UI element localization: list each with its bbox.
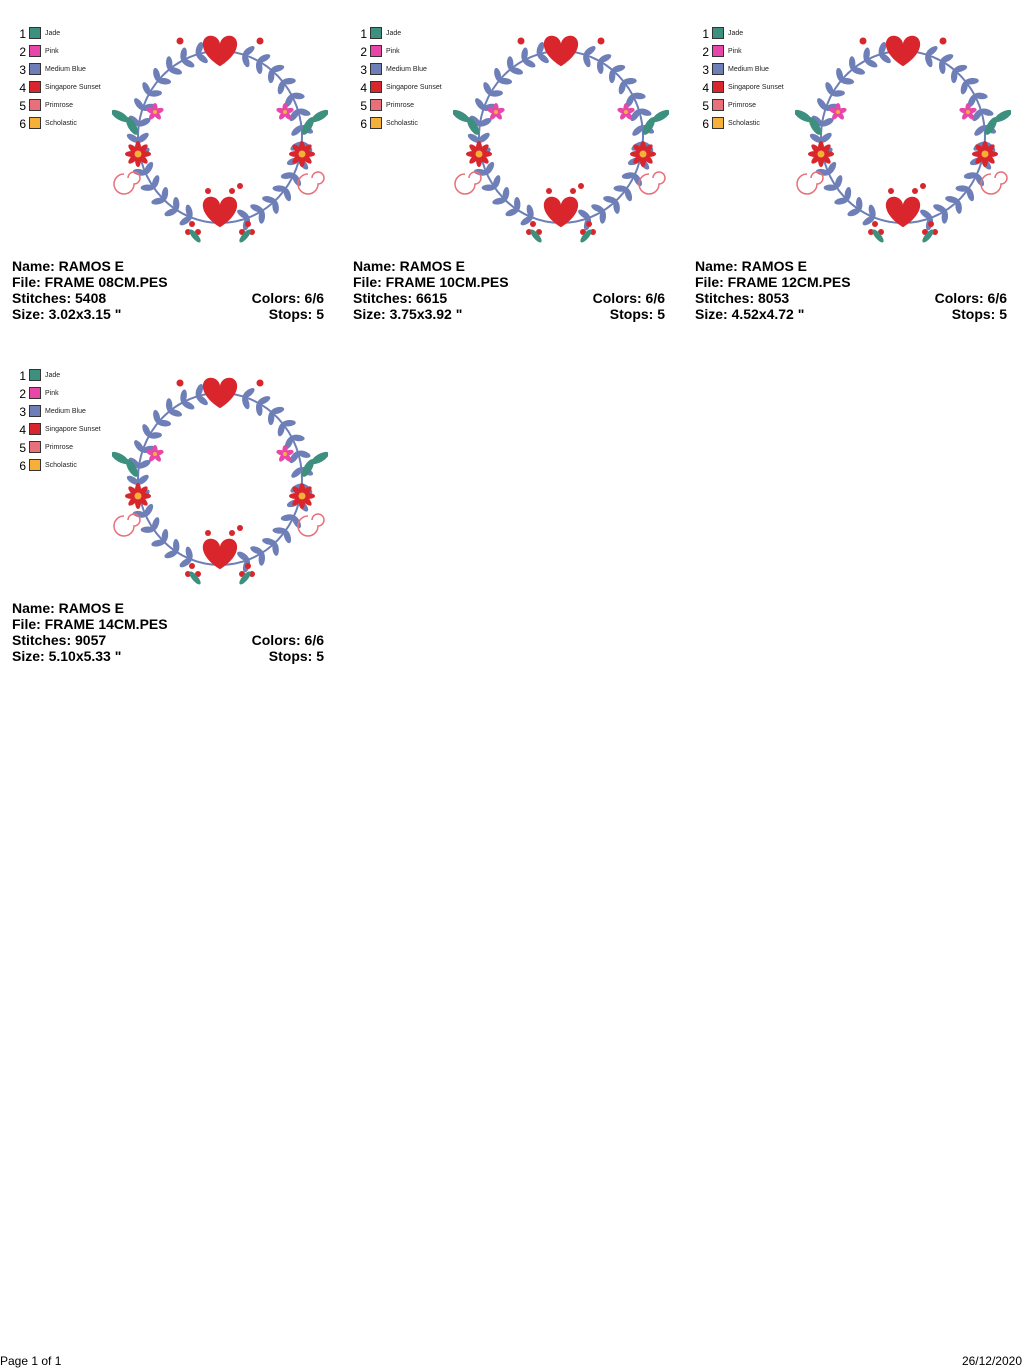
legend-row <box>699 98 809 114</box>
color-swatch <box>712 27 724 39</box>
red-flower <box>289 483 315 509</box>
star-accent <box>257 38 264 45</box>
thread-name: Jade <box>386 30 402 37</box>
legend-row <box>16 116 126 132</box>
color-count: Colors: 6/6 <box>934 290 1007 306</box>
wreath-branches <box>808 41 997 231</box>
red-flower <box>808 141 834 167</box>
color-swatch <box>29 441 41 453</box>
legend-row <box>16 458 126 474</box>
legend-number: 3 <box>19 63 26 77</box>
legend-number: 6 <box>702 117 709 131</box>
berry <box>888 188 894 194</box>
legend-number: 2 <box>19 45 26 59</box>
thread-name: Scholastic <box>386 120 418 127</box>
legend-number: 1 <box>702 27 709 41</box>
color-swatch <box>29 423 41 435</box>
berry <box>912 188 918 194</box>
legend-number: 6 <box>360 117 367 131</box>
thread-name: Medium Blue <box>728 66 769 73</box>
color-count: Colors: 6/6 <box>592 290 665 306</box>
berry <box>245 221 251 227</box>
legend-row <box>16 98 126 114</box>
thread-name: Pink <box>386 48 400 55</box>
file-name: File: FRAME 08CM.PES <box>12 274 168 290</box>
legend-row <box>16 386 126 402</box>
color-swatch <box>370 63 382 75</box>
swirl <box>797 172 823 194</box>
stop-count: Stops: 5 <box>268 306 324 322</box>
star-accent <box>257 380 264 387</box>
color-swatch <box>712 117 724 129</box>
legend-row <box>699 80 809 96</box>
page-number: Page 1 of 1 <box>0 1354 62 1368</box>
design-info <box>12 258 324 322</box>
legend-row <box>16 440 126 456</box>
legend-number: 5 <box>19 441 26 455</box>
design-size: Size: 5.10x5.33 " <box>12 648 122 664</box>
thread-name: Medium Blue <box>386 66 427 73</box>
swirl <box>114 172 140 194</box>
design-card <box>353 26 673 356</box>
thread-name: Scholastic <box>45 120 77 127</box>
berry <box>872 221 878 227</box>
legend-row <box>16 404 126 420</box>
legend-row <box>357 44 467 60</box>
legend-number: 5 <box>360 99 367 113</box>
berry <box>205 530 211 536</box>
stitch-count: Stitches: 6615 <box>353 290 448 306</box>
design-card <box>695 26 1015 356</box>
thread-name: Primrose <box>45 444 74 451</box>
legend-number: 4 <box>19 81 26 95</box>
berry <box>578 183 584 189</box>
legend-row <box>16 62 126 78</box>
berry <box>920 183 926 189</box>
info-line <box>695 258 1007 274</box>
file-name: File: FRAME 14CM.PES <box>12 616 168 632</box>
heart-top <box>886 36 920 67</box>
swirl <box>298 172 324 194</box>
legend-row <box>699 26 809 42</box>
color-swatch <box>712 45 724 57</box>
legend-row <box>357 80 467 96</box>
legend-row <box>357 98 467 114</box>
star-accent <box>177 38 184 45</box>
legend-number: 1 <box>19 369 26 383</box>
info-line <box>353 274 665 290</box>
stitch-count: Stitches: 9057 <box>12 632 107 648</box>
info-line <box>353 258 665 274</box>
info-line <box>12 632 324 648</box>
legend-row <box>16 44 126 60</box>
star-accent <box>940 38 947 45</box>
info-line <box>695 274 1007 290</box>
swirl <box>639 172 665 194</box>
info-line <box>12 648 324 664</box>
color-swatch <box>29 459 41 471</box>
legend-row <box>357 62 467 78</box>
design-name: Name: RAMOS E <box>12 258 125 274</box>
info-line <box>695 306 1007 322</box>
thread-name: Jade <box>45 30 61 37</box>
berry <box>928 221 934 227</box>
berry <box>570 188 576 194</box>
design-size: Size: 4.52x4.72 " <box>695 306 805 322</box>
berry <box>546 188 552 194</box>
legend-number: 5 <box>702 99 709 113</box>
color-swatch <box>29 387 41 399</box>
swirl <box>455 172 481 194</box>
berry <box>229 188 235 194</box>
embroidery-design-preview <box>112 368 328 590</box>
legend-row <box>357 116 467 132</box>
color-swatch <box>370 117 382 129</box>
design-size: Size: 3.02x3.15 " <box>12 306 122 322</box>
color-swatch <box>370 45 382 57</box>
berry <box>189 563 195 569</box>
berry <box>229 530 235 536</box>
red-flower <box>972 141 998 167</box>
thread-name: Singapore Sunset <box>45 84 101 91</box>
star-accent <box>860 38 867 45</box>
legend-number: 3 <box>360 63 367 77</box>
berry <box>586 221 592 227</box>
legend-number: 6 <box>19 459 26 473</box>
info-line <box>353 290 665 306</box>
star-accent <box>177 380 184 387</box>
stitch-count: Stitches: 5408 <box>12 290 107 306</box>
color-swatch <box>29 45 41 57</box>
info-line <box>12 306 324 322</box>
berry <box>189 221 195 227</box>
print-date: 26/12/2020 <box>961 1354 1022 1368</box>
legend-number: 1 <box>19 27 26 41</box>
thread-name: Pink <box>45 48 59 55</box>
legend-number: 3 <box>19 405 26 419</box>
swirl <box>298 514 324 536</box>
stitch-count: Stitches: 8053 <box>695 290 790 306</box>
stop-count: Stops: 5 <box>268 648 324 664</box>
swirl <box>981 172 1007 194</box>
info-line <box>12 274 324 290</box>
legend-row <box>16 80 126 96</box>
thread-name: Jade <box>728 30 744 37</box>
swirl <box>114 514 140 536</box>
stop-count: Stops: 5 <box>951 306 1007 322</box>
color-swatch <box>29 63 41 75</box>
red-flower <box>466 141 492 167</box>
legend-number: 2 <box>702 45 709 59</box>
star-accent <box>518 38 525 45</box>
berry <box>237 183 243 189</box>
thread-name: Singapore Sunset <box>386 84 442 91</box>
legend-number: 4 <box>360 81 367 95</box>
legend-number: 1 <box>360 27 367 41</box>
info-line <box>695 290 1007 306</box>
legend-number: 5 <box>19 99 26 113</box>
berry <box>245 563 251 569</box>
color-swatch <box>370 27 382 39</box>
legend-number: 4 <box>702 81 709 95</box>
legend-row <box>16 26 126 42</box>
color-swatch <box>29 117 41 129</box>
legend-row <box>16 368 126 384</box>
design-name: Name: RAMOS E <box>353 258 466 274</box>
embroidery-design-preview <box>112 26 328 248</box>
red-flower <box>289 141 315 167</box>
info-line <box>12 616 324 632</box>
info-line <box>12 600 324 616</box>
color-swatch <box>29 405 41 417</box>
star-accent <box>598 38 605 45</box>
legend-row <box>699 62 809 78</box>
red-flower <box>125 141 151 167</box>
design-info <box>12 600 324 664</box>
color-swatch <box>712 81 724 93</box>
color-count: Colors: 6/6 <box>251 632 324 648</box>
color-swatch <box>29 369 41 381</box>
red-flower <box>630 141 656 167</box>
berry <box>205 188 211 194</box>
info-line <box>353 306 665 322</box>
design-info <box>353 258 665 322</box>
design-name: Name: RAMOS E <box>12 600 125 616</box>
wreath-branches <box>125 41 314 231</box>
thread-name: Pink <box>45 390 59 397</box>
thread-name: Singapore Sunset <box>728 84 784 91</box>
heart-top <box>203 378 237 409</box>
red-flower <box>125 483 151 509</box>
legend-row <box>16 422 126 438</box>
berry <box>237 525 243 531</box>
design-size: Size: 3.75x3.92 " <box>353 306 463 322</box>
color-swatch <box>29 27 41 39</box>
color-swatch <box>29 81 41 93</box>
legend-number: 2 <box>360 45 367 59</box>
info-line <box>12 258 324 274</box>
thread-name: Primrose <box>45 102 74 109</box>
file-name: File: FRAME 12CM.PES <box>695 274 851 290</box>
wreath-branches <box>125 383 314 573</box>
color-swatch <box>712 63 724 75</box>
thread-name: Medium Blue <box>45 408 86 415</box>
color-swatch <box>370 81 382 93</box>
heart-top <box>544 36 578 67</box>
legend-number: 3 <box>702 63 709 77</box>
design-info <box>695 258 1007 322</box>
wreath-branches <box>466 41 655 231</box>
embroidery-design-preview <box>795 26 1011 248</box>
thread-name: Primrose <box>728 102 757 109</box>
design-name: Name: RAMOS E <box>695 258 808 274</box>
legend-number: 6 <box>19 117 26 131</box>
embroidery-design-preview <box>453 26 669 248</box>
thread-name: Singapore Sunset <box>45 426 101 433</box>
berry <box>530 221 536 227</box>
file-name: File: FRAME 10CM.PES <box>353 274 509 290</box>
thread-name: Scholastic <box>45 462 77 469</box>
color-swatch <box>29 99 41 111</box>
thread-name: Medium Blue <box>45 66 86 73</box>
info-line <box>12 290 324 306</box>
design-card <box>12 368 332 698</box>
legend-row <box>699 44 809 60</box>
thread-name: Jade <box>45 372 61 379</box>
design-card <box>12 26 332 356</box>
thread-name: Pink <box>728 48 742 55</box>
legend-number: 2 <box>19 387 26 401</box>
legend-row <box>357 26 467 42</box>
color-swatch <box>712 99 724 111</box>
legend-row <box>699 116 809 132</box>
color-swatch <box>370 99 382 111</box>
thread-name: Scholastic <box>728 120 760 127</box>
heart-top <box>203 36 237 67</box>
legend-number: 4 <box>19 423 26 437</box>
stop-count: Stops: 5 <box>609 306 665 322</box>
thread-name: Primrose <box>386 102 415 109</box>
color-count: Colors: 6/6 <box>251 290 324 306</box>
